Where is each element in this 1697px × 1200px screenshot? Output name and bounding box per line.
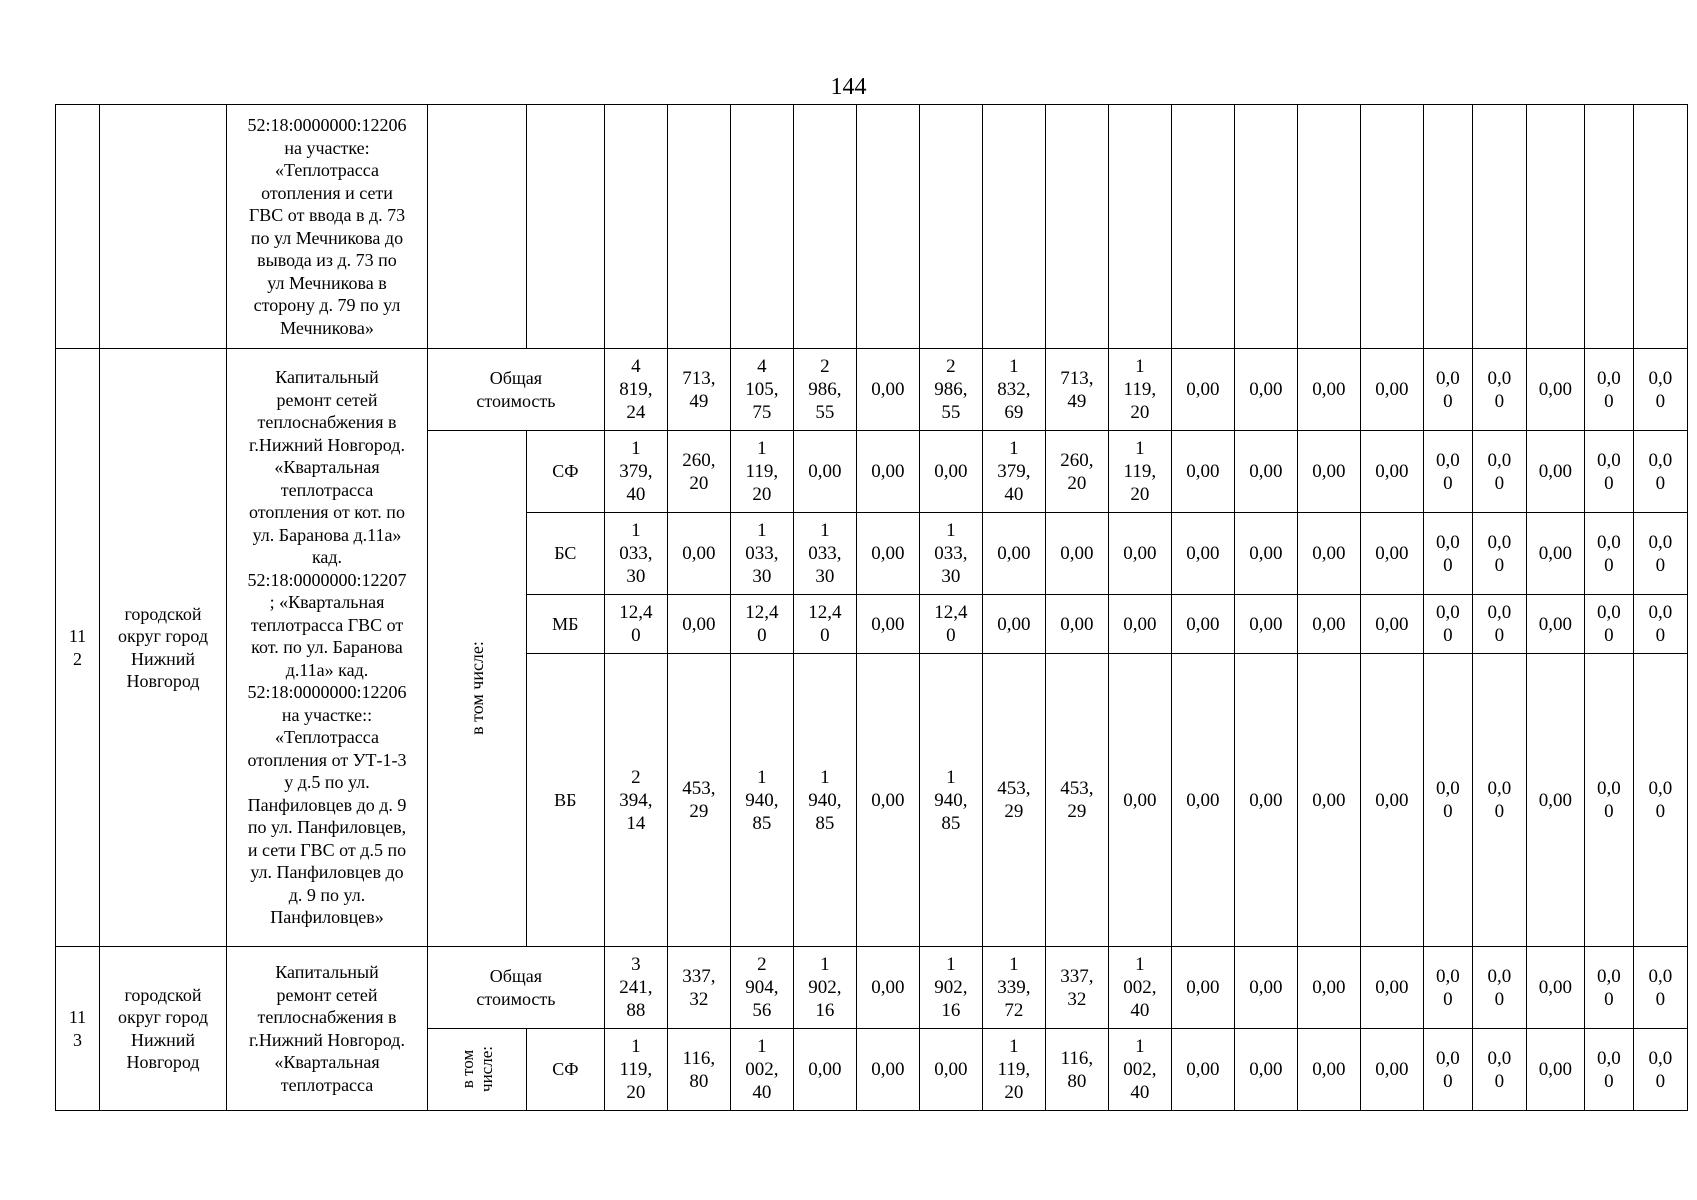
value-cell: 0,00 xyxy=(1297,513,1360,595)
value-cell: 0,00 xyxy=(1526,654,1584,947)
empty-cell xyxy=(1297,105,1360,349)
value-cell: 1 033, 30 xyxy=(604,513,667,595)
value-cell: 0,00 xyxy=(1108,654,1171,947)
value-cell: 116, 80 xyxy=(1045,1029,1108,1111)
value-cell: 0,00 xyxy=(1526,349,1584,431)
value-cell: 0,00 xyxy=(1045,595,1108,654)
empty-cell xyxy=(982,105,1045,349)
value-cell: 713, 49 xyxy=(667,349,730,431)
value-cell: 0,0 0 xyxy=(1633,431,1687,513)
page-number: 144 xyxy=(830,74,867,100)
value-cell: 4 105, 75 xyxy=(730,349,793,431)
value-cell: 0,00 xyxy=(856,595,919,654)
value-cell: 3 241, 88 xyxy=(604,947,667,1029)
value-cell: 0,00 xyxy=(982,513,1045,595)
value-cell: 1 002, 40 xyxy=(1108,1029,1171,1111)
total-cost-label: Общая стоимость xyxy=(428,349,605,431)
value-cell: 0,00 xyxy=(919,431,982,513)
value-cell: 0,00 xyxy=(1297,947,1360,1029)
value-cell: 0,00 xyxy=(1526,947,1584,1029)
value-cell: 0,00 xyxy=(1171,349,1234,431)
value-cell: 0,00 xyxy=(1360,1029,1423,1111)
municipality-cell xyxy=(100,105,227,349)
value-cell: 453, 29 xyxy=(667,654,730,947)
value-cell: 0,00 xyxy=(1234,349,1297,431)
value-cell: 0,00 xyxy=(1297,349,1360,431)
value-cell: 260, 20 xyxy=(1045,431,1108,513)
empty-cell xyxy=(1472,105,1526,349)
value-cell: 260, 20 xyxy=(667,431,730,513)
value-cell: 0,00 xyxy=(1234,595,1297,654)
value-cell: 0,00 xyxy=(1234,947,1297,1029)
value-cell: 0,00 xyxy=(1234,654,1297,947)
value-cell: 0,00 xyxy=(1045,513,1108,595)
value-cell: 12,4 0 xyxy=(919,595,982,654)
value-cell: 0,00 xyxy=(1297,431,1360,513)
value-cell: 0,00 xyxy=(1526,595,1584,654)
source-label-mb: МБ xyxy=(526,595,604,654)
row-number-cell xyxy=(56,105,100,349)
value-cell: 0,0 0 xyxy=(1472,349,1526,431)
value-cell: 1 379, 40 xyxy=(982,431,1045,513)
empty-cell xyxy=(1360,105,1423,349)
including-label-cell xyxy=(428,1029,527,1111)
value-cell: 12,4 0 xyxy=(793,595,856,654)
value-cell: 453, 29 xyxy=(1045,654,1108,947)
value-cell: 0,0 0 xyxy=(1633,654,1687,947)
value-cell: 0,00 xyxy=(1297,1029,1360,1111)
value-cell: 0,00 xyxy=(1171,431,1234,513)
value-cell: 0,00 xyxy=(1234,513,1297,595)
value-cell: 0,0 0 xyxy=(1584,947,1633,1029)
value-cell: 0,0 0 xyxy=(1584,654,1633,947)
value-cell: 0,00 xyxy=(1234,1029,1297,1111)
value-cell: 12,4 0 xyxy=(730,595,793,654)
value-cell: 0,00 xyxy=(1360,654,1423,947)
value-cell: 0,00 xyxy=(1108,595,1171,654)
empty-cell xyxy=(1526,105,1584,349)
value-cell: 1 119, 20 xyxy=(730,431,793,513)
municipality-cell: городской округ город Нижний Новгород xyxy=(100,947,227,1111)
value-cell: 0,0 0 xyxy=(1423,1029,1472,1111)
value-cell: 0,00 xyxy=(793,431,856,513)
value-cell: 0,00 xyxy=(856,431,919,513)
object-description: Капитальный ремонт сетей теплоснабжения в г.Нижний Новгород. «Квартальная теплотрасса отопления от кот. по ул. Баранова д.11а» кад. 52:18:0000000:12207 ; «Квартальная теплотрасса ГВС от кот. по ул. Баранова д.11а» кад. 52:18:0000000:12206 на участке:: «Теплотрасса отопления от УТ-1-3 у д.5 по ул. Панфиловцев до д. 9 по ул. Панфиловцев, и сети ГВС от д.5 по ул. Панфиловцев до д. 9 по ул. Панфиловцев» xyxy=(227,349,428,947)
value-cell: 0,0 0 xyxy=(1633,595,1687,654)
value-cell: 1 119, 20 xyxy=(1108,431,1171,513)
empty-cell xyxy=(793,105,856,349)
value-cell: 0,00 xyxy=(1297,595,1360,654)
row-number-cell: 11 3 xyxy=(56,947,100,1111)
value-cell: 0,0 0 xyxy=(1584,349,1633,431)
value-cell: 0,00 xyxy=(1360,349,1423,431)
value-cell: 0,00 xyxy=(1360,513,1423,595)
value-cell: 0,00 xyxy=(1297,654,1360,947)
value-cell: 0,0 0 xyxy=(1472,431,1526,513)
value-cell: 0,0 0 xyxy=(1472,1029,1526,1111)
including-label-cell xyxy=(428,431,527,947)
value-cell: 0,00 xyxy=(1526,1029,1584,1111)
empty-cell xyxy=(428,105,527,349)
value-cell: 0,0 0 xyxy=(1633,1029,1687,1111)
empty-cell xyxy=(856,105,919,349)
value-cell: 0,00 xyxy=(1526,431,1584,513)
value-cell: 2 986, 55 xyxy=(793,349,856,431)
empty-cell xyxy=(1045,105,1108,349)
value-cell: 1 119, 20 xyxy=(604,1029,667,1111)
value-cell: 0,00 xyxy=(667,513,730,595)
value-cell: 1 902, 16 xyxy=(919,947,982,1029)
empty-cell xyxy=(1633,105,1687,349)
value-cell: 1 119, 20 xyxy=(1108,349,1171,431)
value-cell: 2 986, 55 xyxy=(919,349,982,431)
value-cell: 2 904, 56 xyxy=(730,947,793,1029)
value-cell: 0,0 0 xyxy=(1633,513,1687,595)
empty-cell xyxy=(526,105,604,349)
value-cell: 0,0 0 xyxy=(1423,349,1472,431)
value-cell: 1 002, 40 xyxy=(1108,947,1171,1029)
value-cell: 0,0 0 xyxy=(1633,947,1687,1029)
value-cell: 0,00 xyxy=(1171,513,1234,595)
value-cell: 1 902, 16 xyxy=(793,947,856,1029)
value-cell: 0,0 0 xyxy=(1633,349,1687,431)
empty-cell xyxy=(1234,105,1297,349)
value-cell: 0,00 xyxy=(1360,947,1423,1029)
value-cell: 0,0 0 xyxy=(1423,513,1472,595)
empty-cell xyxy=(1171,105,1234,349)
value-cell: 0,0 0 xyxy=(1472,513,1526,595)
value-cell: 1 033, 30 xyxy=(730,513,793,595)
value-cell: 0,0 0 xyxy=(1423,431,1472,513)
value-cell: 1 940, 85 xyxy=(919,654,982,947)
value-cell: 0,0 0 xyxy=(1584,1029,1633,1111)
table-row-113-total xyxy=(56,947,1688,1029)
object-description: Капитальный ремонт сетей теплоснабжения в г.Нижний Новгород. «Квартальная теплотрасса xyxy=(227,947,428,1111)
source-label-sf: СФ xyxy=(526,431,604,513)
value-cell: 0,00 xyxy=(982,595,1045,654)
object-description: 52:18:0000000:12206 на участке: «Теплотрасса отопления и сети ГВС от ввода в д. 73 по ул Мечникова до вывода из д. 73 по ул Мечникова в сторону д. 79 по ул Мечникова» xyxy=(227,105,428,349)
value-cell: 116, 80 xyxy=(667,1029,730,1111)
value-cell: 0,00 xyxy=(856,947,919,1029)
empty-cell xyxy=(667,105,730,349)
value-cell: 0,00 xyxy=(856,349,919,431)
table-row-continuation xyxy=(56,105,1688,349)
empty-cell xyxy=(604,105,667,349)
value-cell: 4 819, 24 xyxy=(604,349,667,431)
value-cell: 0,00 xyxy=(793,1029,856,1111)
value-cell: 12,4 0 xyxy=(604,595,667,654)
source-label-vb: ВБ xyxy=(526,654,604,947)
value-cell: 1 940, 85 xyxy=(730,654,793,947)
value-cell: 0,0 0 xyxy=(1472,654,1526,947)
value-cell: 0,00 xyxy=(1171,654,1234,947)
value-cell: 0,0 0 xyxy=(1423,595,1472,654)
value-cell: 1 940, 85 xyxy=(793,654,856,947)
value-cell: 0,00 xyxy=(856,654,919,947)
value-cell: 1 379, 40 xyxy=(604,431,667,513)
value-cell: 0,00 xyxy=(856,513,919,595)
value-cell: 0,00 xyxy=(1234,431,1297,513)
empty-cell xyxy=(1108,105,1171,349)
value-cell: 0,0 0 xyxy=(1584,431,1633,513)
value-cell: 2 394, 14 xyxy=(604,654,667,947)
value-cell: 0,00 xyxy=(1171,595,1234,654)
value-cell: 1 119, 20 xyxy=(982,1029,1045,1111)
row-number-cell: 11 2 xyxy=(56,349,100,947)
source-label-sf: СФ xyxy=(526,1029,604,1111)
value-cell: 0,0 0 xyxy=(1423,947,1472,1029)
value-cell: 0,00 xyxy=(1108,513,1171,595)
value-cell: 1 832, 69 xyxy=(982,349,1045,431)
value-cell: 713, 49 xyxy=(1045,349,1108,431)
empty-cell xyxy=(919,105,982,349)
value-cell: 0,0 0 xyxy=(1584,595,1633,654)
value-cell: 0,00 xyxy=(1360,431,1423,513)
including-label: в том числе: xyxy=(457,1045,496,1092)
value-cell: 0,00 xyxy=(856,1029,919,1111)
value-cell: 0,0 0 xyxy=(1472,595,1526,654)
empty-cell xyxy=(1423,105,1472,349)
municipality-cell: городской округ город Нижний Новгород xyxy=(100,349,227,947)
total-cost-label: Общая стоимость xyxy=(428,947,605,1029)
value-cell: 0,00 xyxy=(1360,595,1423,654)
value-cell: 0,00 xyxy=(919,1029,982,1111)
value-cell: 337, 32 xyxy=(1045,947,1108,1029)
source-label-bs: БС xyxy=(526,513,604,595)
value-cell: 0,00 xyxy=(1171,1029,1234,1111)
value-cell: 0,0 0 xyxy=(1584,513,1633,595)
value-cell: 1 033, 30 xyxy=(793,513,856,595)
value-cell: 1 033, 30 xyxy=(919,513,982,595)
value-cell: 0,0 0 xyxy=(1423,654,1472,947)
including-label: в том числе: xyxy=(466,641,487,736)
value-cell: 1 339, 72 xyxy=(982,947,1045,1029)
empty-cell xyxy=(1584,105,1633,349)
value-cell: 1 002, 40 xyxy=(730,1029,793,1111)
value-cell: 0,00 xyxy=(1526,513,1584,595)
value-cell: 0,0 0 xyxy=(1472,947,1526,1029)
empty-cell xyxy=(730,105,793,349)
value-cell: 453, 29 xyxy=(982,654,1045,947)
budget-table xyxy=(55,104,1688,1111)
value-cell: 0,00 xyxy=(667,595,730,654)
value-cell: 337, 32 xyxy=(667,947,730,1029)
value-cell: 0,00 xyxy=(1171,947,1234,1029)
table-row-112-total xyxy=(56,349,1688,431)
